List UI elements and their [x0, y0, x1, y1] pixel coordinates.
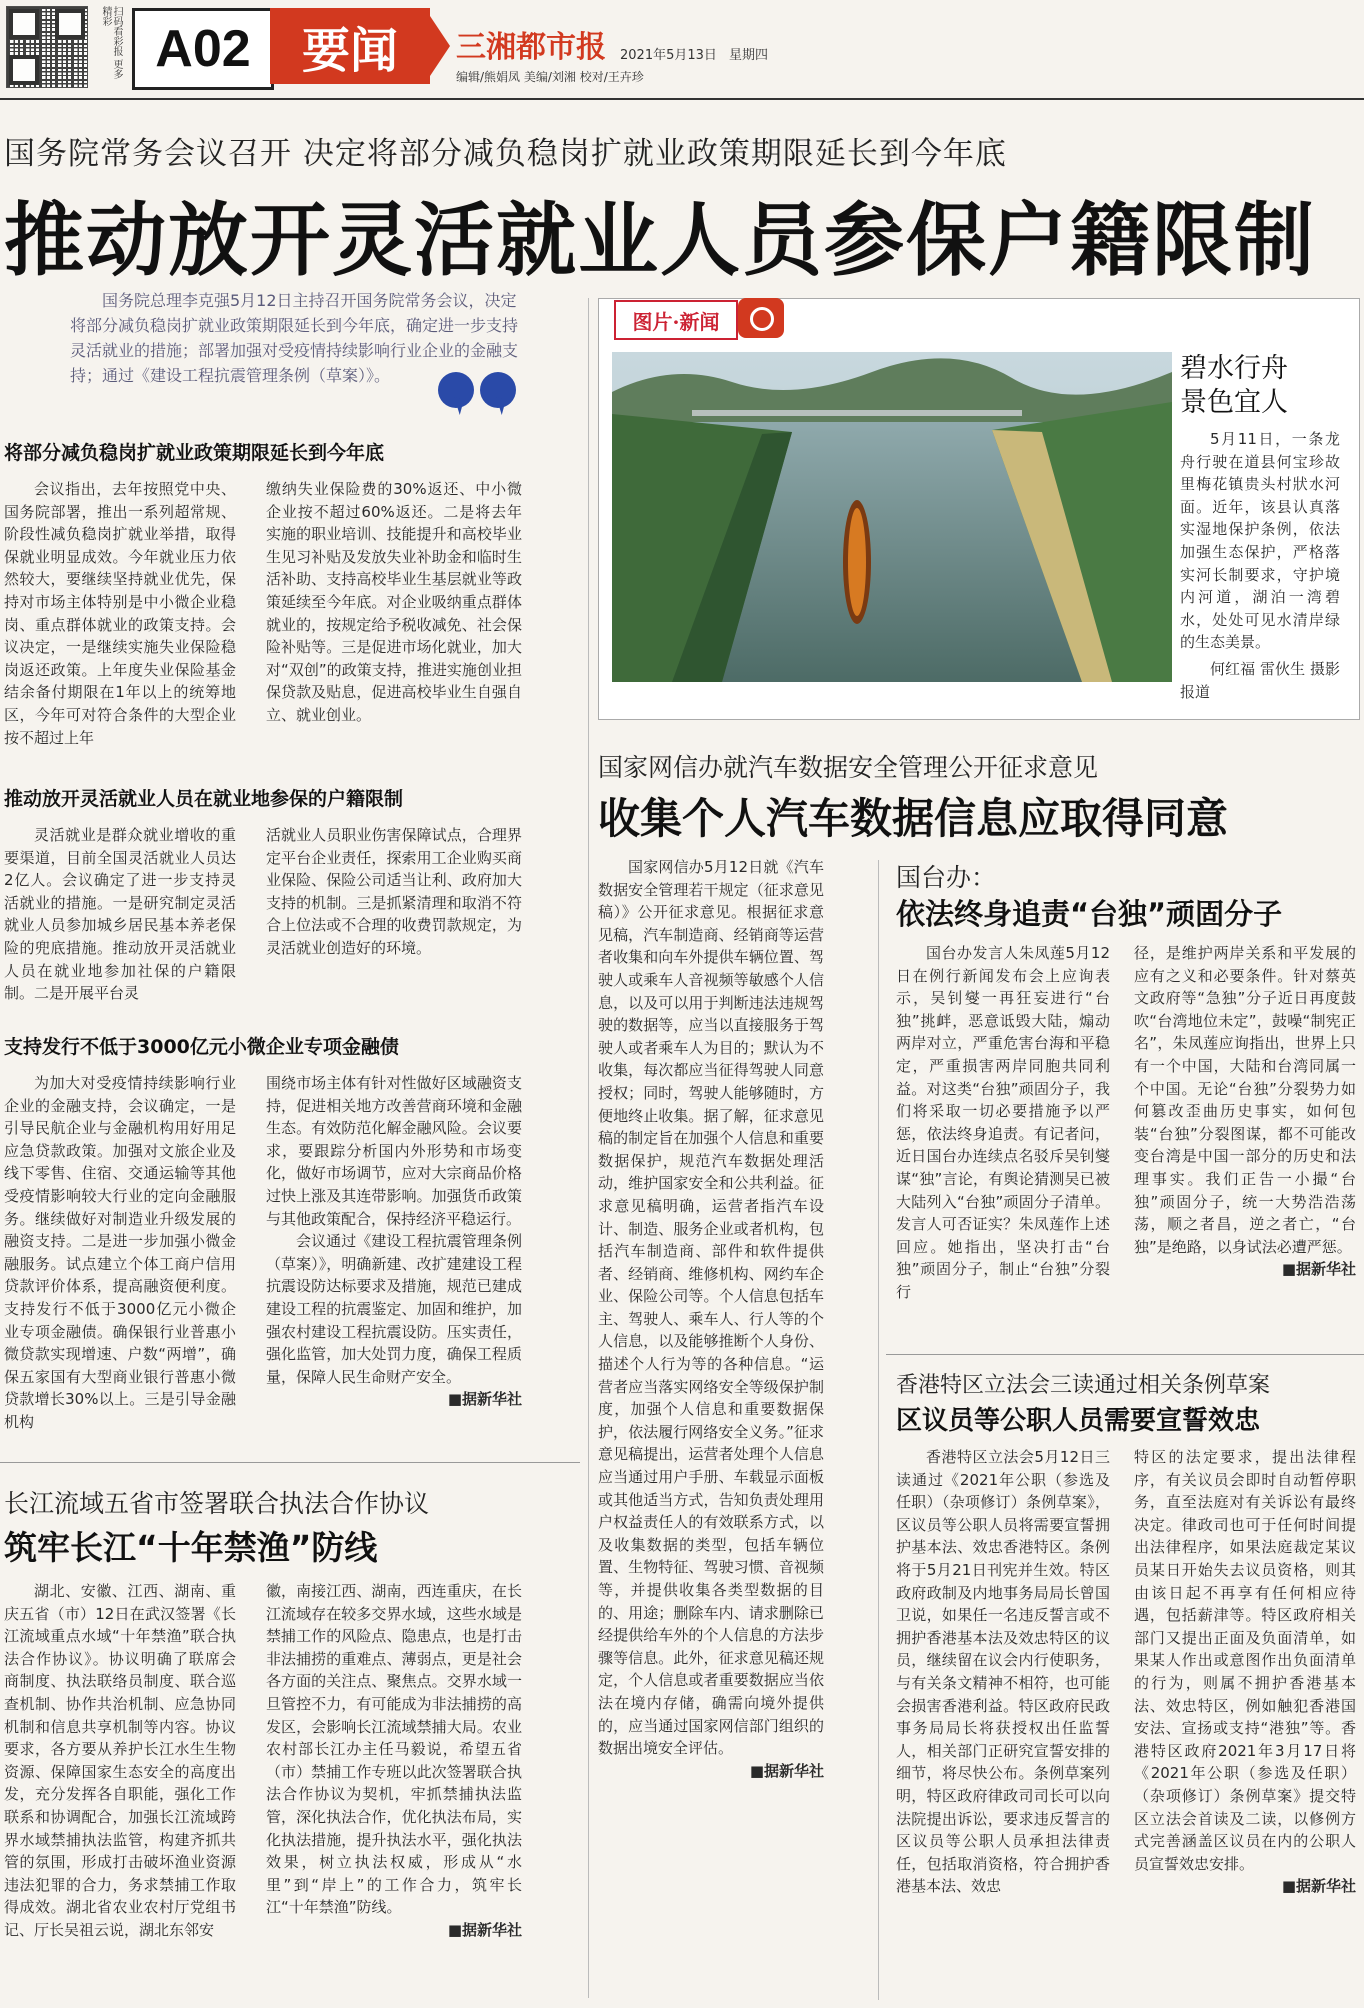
source-credit: ■据新华社	[749, 1761, 824, 1780]
qr-caption: 扫码看彩报 更多精彩	[100, 6, 122, 80]
paragraph: 活就业人员职业伤害保障试点，合理界定平台企业责任，探索用工企业购买商业保险、保险公司适当让利、政府加大支持的机制。三是抓紧清理和取消不符合上位法或不合理的收费罚款规定，为灵活就业创造好的环境。	[266, 826, 522, 957]
lead-summary: 国务院总理李克强5月12日主持召开国务院常务会议，决定将部分减负稳岗扩就业政策期限延长到今年底，确定进一步支持灵活就业的措施；部署加强对受疫情持续影响行业企业的金融支持；通过《建设工程抗震管理条例（草案）》。	[70, 291, 519, 385]
article-column	[1134, 1446, 1356, 1898]
column-divider	[878, 860, 879, 2000]
photo-caption-block	[1180, 352, 1340, 703]
paragraph: 灵活就业是群众就业增收的重要渠道，目前全国灵活就业人员达2亿人。会议确定了进一步支持灵活就业的措施。一是研究制定灵活就业人员参加城乡居民基本养老保险的兜底措施。推动放开灵活就业人员在就业地参加社保的户籍限制。二是开展平台灵	[4, 826, 236, 1003]
source-credit: ■据新华社	[447, 1920, 522, 1939]
quote-icon	[480, 372, 516, 408]
section-name: 要闻	[270, 8, 430, 84]
paragraph: 径，是维护两岸关系和平发展的应有之义和必要条件。针对蔡英文政府等“急独”分子近日再度鼓吹“台湾地位未定”，鼓噪“制宪正名”，朱凤莲应询指出，世界上只有一个中国，大陆和台湾同属一个中国。无论“台独”分裂势力如何篡改歪曲历史事实，如何包装“台独”分裂图谋，都不可能改变台湾是中国一部分的历史和法理事实。我们正告一小撮“台独”顽固分子，统一大势浩浩荡荡，顺之者昌，逆之者亡，“台独”是绝路，以身试法必遭严惩。	[1134, 944, 1356, 1256]
column-divider	[588, 298, 589, 1998]
article-column	[896, 1446, 1110, 1898]
article-column	[1134, 942, 1356, 1281]
masthead-logo: 三湘都市报	[456, 30, 606, 65]
article-column	[266, 1072, 522, 1411]
section-subhead: 将部分减负稳岗扩就业政策期限延长到今年底	[4, 442, 385, 464]
car-kicker: 国家网信办就汽车数据安全管理公开征求意见	[598, 753, 1099, 782]
issue-date: 2021年5月13日	[620, 48, 717, 63]
taiwan-headline: 依法终身追责“台独”顽固分子	[896, 897, 1283, 931]
source-credit: ■据新华社	[1281, 1260, 1356, 1279]
article-column	[598, 856, 824, 1782]
paragraph: 5月11日，一条龙舟行驶在道县何宝珍故里梅花镇贵头村狀水河面。近年，该县认真落实湿地保护条例，依法加强生态保护，严格落实河长制要求，守护境内河道，湖泊一湾碧水，处处可见水清岸绿的生态美景。	[1180, 430, 1340, 652]
river-photo	[612, 352, 1172, 682]
paragraph: 会议指出，去年按照党中央、国务院部署，推出一系列超常规、阶段性减负稳岗扩就业举措，取得保就业明显成效。今年就业压力依然较大，要继续坚持就业优先，保持对市场主体特别是中小微企业稳岗、重点群体就业的政策支持。会议决定，一是继续实施失业保险稳岗返还政策。上年度失业保险基金结余备付期限在1年以上的统筹地区，今年可对符合条件的大型企业按不超过上年	[4, 480, 236, 747]
yangtze-kicker: 长江流域五省市签署联合执法合作协议	[4, 1489, 430, 1518]
photo-caption	[1180, 428, 1340, 654]
article-column	[266, 478, 522, 727]
photo-headline: 碧水行舟	[1180, 353, 1288, 384]
paragraph: 特区的法定要求，提出法律程序，有关议员会即时自动暂停职务，直至法庭对有关诉讼有最终决定。律政司也可于任何时间提出法律程序，如果法庭裁定某议员某日开始失去议员资格，则其由该日起不再享有任何相应待遇，包括薪津等。特区政府相关部门又提出正面及负面清单，如果某人作出或意图作出负面清单的行为，则属不拥护香港基本法、效忠特区，例如触犯香港国安法、宣扬或支持“港独”等。香港特区政府2021年3月17日将《2021年公职（参选及任职）（杂项修订）条例草案》提交特区立法会首读及二读，以修例方式完善涵盖区议员在内的公职人员宣誓效忠安排。	[1134, 1448, 1356, 1873]
qr-code	[6, 6, 88, 88]
taiwan-kicker: 国台办：	[896, 863, 997, 892]
article-column	[4, 824, 236, 1005]
car-headline: 收集个人汽车数据信息应取得同意	[598, 794, 1229, 843]
editor-credits: 编辑/熊娟凤 美编/刘湘 校对/王卉珍	[456, 70, 644, 84]
article-column	[4, 1580, 236, 1942]
photo-credit: 何红福 雷伙生 摄影报道	[1180, 659, 1340, 701]
header-rule	[0, 98, 1364, 100]
lead-kicker: 国务院常务会议召开 决定将部分减负稳岗扩就业政策期限延长到今年底	[4, 136, 1007, 172]
paragraph: 国家网信办5月12日就《汽车数据安全管理若干规定（征求意见稿）》公开征求意见。根据征求意见稿，汽车制造商、经销商等运营者收集和向车外提供车辆位置、驾驶人或乘车人音视频等敏感个人信息，以及可以用于判断违法违规驾驶的数据等，应当以直接服务于驾驶人或者乘车人为目的；默认为不收集，每次都应当征得驾驶人同意授权；同时，驾驶人能够随时，方便地终止收集。据了解，征求意见稿的制定旨在加强个人信息和重要数据保护，规范汽车数据处理活动，维护国家安全和公共利益。征求意见稿明确，运营者指汽车设计、制造、服务企业或者机构，包括汽车制造商、部件和软件提供者、经销商、维修机构、网约车企业、保险公司等。个人信息包括车主、驾驶人、乘车人、行人等的个人信息，以及能够推断个人身份、描述个人行为等的各种信息。“运营者应当落实网络安全等级保护制度，加强个人信息和重要数据保护，依法履行网络安全义务。”征求意见稿提出，运营者处理个人信息应当通过用户手册、车载显示面板或其他适当方式，告知负责处理用户权益责任人的有效联系方式，以及收集数据的类型，包括车辆位置、生物特征、驾驶习惯、音视频等，并提供收集各类型数据的目的、用途；删除车内、请求删除已经提供给车外的个人信息的方法步骤等信息。此外，征求意见稿还规定，个人信息或者重要数据应当依法在境内存储，确需向境外提供的，应当通过国家网信部门组织的数据出境安全评估。	[598, 858, 824, 1758]
article-column	[266, 1580, 522, 1942]
hk-kicker: 香港特区立法会三读通过相关条例草案	[896, 1373, 1271, 1398]
river-photo-illustration	[612, 352, 1172, 682]
hk-headline: 区议员等公职人员需要宣誓效忠	[896, 1406, 1261, 1436]
article-column	[4, 1072, 236, 1434]
section-subhead: 推动放开灵活就业人员在就业地参保的户籍限制	[4, 788, 404, 810]
photo-headline: 景色宜人	[1180, 387, 1288, 418]
divider	[886, 1354, 1364, 1355]
yangtze-headline: 筑牢长江“十年禁渔”防线	[4, 1528, 378, 1567]
paragraph: 为加大对受疫情持续影响行业企业的金融支持，会议确定，一是引导民航企业与金融机构用好用足应急贷款政策。加强对文旅企业及线下零售、住宿、交通运输等其他受疫情影响较大行业的定向金融服务。继续做好对制造业升级发展的融资支持。二是进一步加强小微金融服务。试点建立个体工商户信用贷款评价体系，提高融资便利度。支持发行不低于3000亿元小微企业专项金融债。确保银行业普惠小微贷款实现增速、户数“两增”，确保五家国有大型商业银行普惠小微贷款增长30%以上。三是引导金融机构	[4, 1074, 236, 1431]
issue-weekday: 星期四	[729, 48, 769, 63]
paragraph: 香港特区立法会5月12日三读通过《2021年公职（参选及任职）（杂项修订）条例草案》，区议员等公职人员将需要宣誓拥护基本法、效忠香港特区。条例将于5月21日刊宪并生效。特区政府政制及内地事务局局长曾国卫说，如果任一名违反誓言或不拥护香港基本法及效忠特区的议员，继续留在议会内行使职务，与有关条文精神不相符，也可能会损害香港利益。特区政府民政事务局局长将获授权出任监誓人，相关部门正研究宣誓安排的细节，将尽快公布。条例草案列明，特区政府律政司司长可以向法院提出诉讼，要求违反誓言的区议员等公职人员承担法律责任，包括取消资格，符合拥护香港基本法、效忠	[896, 1448, 1110, 1896]
source-credit: ■据新华社	[1281, 1877, 1356, 1896]
lead-headline: 推动放开灵活就业人员参保户籍限制	[4, 194, 1316, 287]
section-arrow	[430, 16, 450, 76]
article-column	[4, 478, 236, 749]
photo-news-label: 图片·新闻	[614, 300, 738, 340]
paragraph: 徽，南接江西、湖南，西连重庆，在长江流域存在较多交界水域，这些水域是禁捕工作的风险点、隐患点，也是打击非法捕捞的重难点、薄弱点，更是社会各方面的关注点、聚焦点。交界水域一旦管控不力，有可能成为非法捕捞的高发区，会影响长江流域禁捕大局。农业农村部长江办主任马毅说，希望五省（市）禁捕工作专班以此次签署联合执法合作协议为契机，牢抓禁捕执法监管，深化执法合作，优化执法布局，实化执法措施，提升执法水平，强化执法效果，树立执法权威，形成从“水里”到“岸上”的工作合力，筑牢长江“十年禁渔”防线。	[266, 1582, 522, 1917]
section-subhead: 支持发行不低于3000亿元小微企业专项金融债	[4, 1036, 399, 1058]
paragraph: 湖北、安徽、江西、湖南、重庆五省（市）12日在武汉签署《长江流域重点水域“十年禁渔”联合执法合作协议》。协议明确了联席会商制度、执法联络员制度、联合巡查机制、协作共治机制、应急协同机制和信息共享机制等内容。协议要求，各方要从养护长江水生生物资源、保障国家生态安全的高度出发，充分发挥各自职能，强化工作联系和协调配合，加强长江流域跨界水域禁捕执法监管，构建齐抓共管的氛围，形成打击破坏渔业资源违法犯罪的合力，务求禁捕工作取得成效。湖北省农业农村厅党组书记、厅长吴祖云说，湖北东邻安	[4, 1582, 236, 1939]
paragraph: 缴纳失业保险费的30%返还、中小微企业按不超过60%返还。二是将去年实施的职业培训、技能提升和高校毕业生见习补贴及发放失业补助金和临时生活补助、支持高校毕业生基层就业等政策延续至今年底。对企业吸纳重点群体就业的，按规定给予税收减免、社会保险补贴等。三是促进市场化就业，加大对“双创”的政策支持，推进实施创业担保贷款及贴息，促进高校毕业生自强自立、就业创业。	[266, 480, 522, 724]
date-line	[620, 44, 768, 63]
quote-icon	[438, 372, 474, 408]
paragraph: 国台办发言人朱凤莲5月12日在例行新闻发布会上应询表示，吴钊燮一再狂妄进行“台独”挑衅，恶意诋毁大陆，煽动两岸对立，严重危害台海和平稳定，严重损害两岸同胞共同利益。对这类“台独”顽固分子，我们将采取一切必要措施予以严惩，依法终身追责。有记者问，近日国台办连续点名驳斥吴钊燮谋“独”言论，有舆论猜测吴已被大陆列入“台独”顽固分子清单。发言人可否证实？朱凤莲作上述回应。她指出，坚决打击“台独”顽固分子，制止“台独”分裂行	[896, 944, 1110, 1301]
paragraph: 会议通过《建设工程抗震管理条例（草案）》，明确新建、改扩建建设工程抗震设防达标要求及措施，规范已建成建设工程的抗震鉴定、加固和维护，加强农村建设工程抗震设防。压实责任，强化监管，加大处罚力度，确保工程质量，保障人民生命财产安全。	[266, 1232, 522, 1386]
camera-icon	[738, 298, 784, 338]
source-credit: ■据新华社	[447, 1390, 522, 1409]
divider	[0, 1462, 580, 1463]
paragraph: 围绕市场主体有针对性做好区域融资支持，促进相关地方改善营商环境和金融生态。有效防范化解金融风险。会议要求，要跟踪分析国内外形势和市场变化，做好市场调节，应对大宗商品价格过快上涨及其连带影响。加强货币政策与其他政策配合，保持经济平稳运行。	[266, 1074, 522, 1228]
article-column	[896, 942, 1110, 1304]
page-number: A02	[132, 8, 274, 90]
article-column	[266, 824, 522, 960]
